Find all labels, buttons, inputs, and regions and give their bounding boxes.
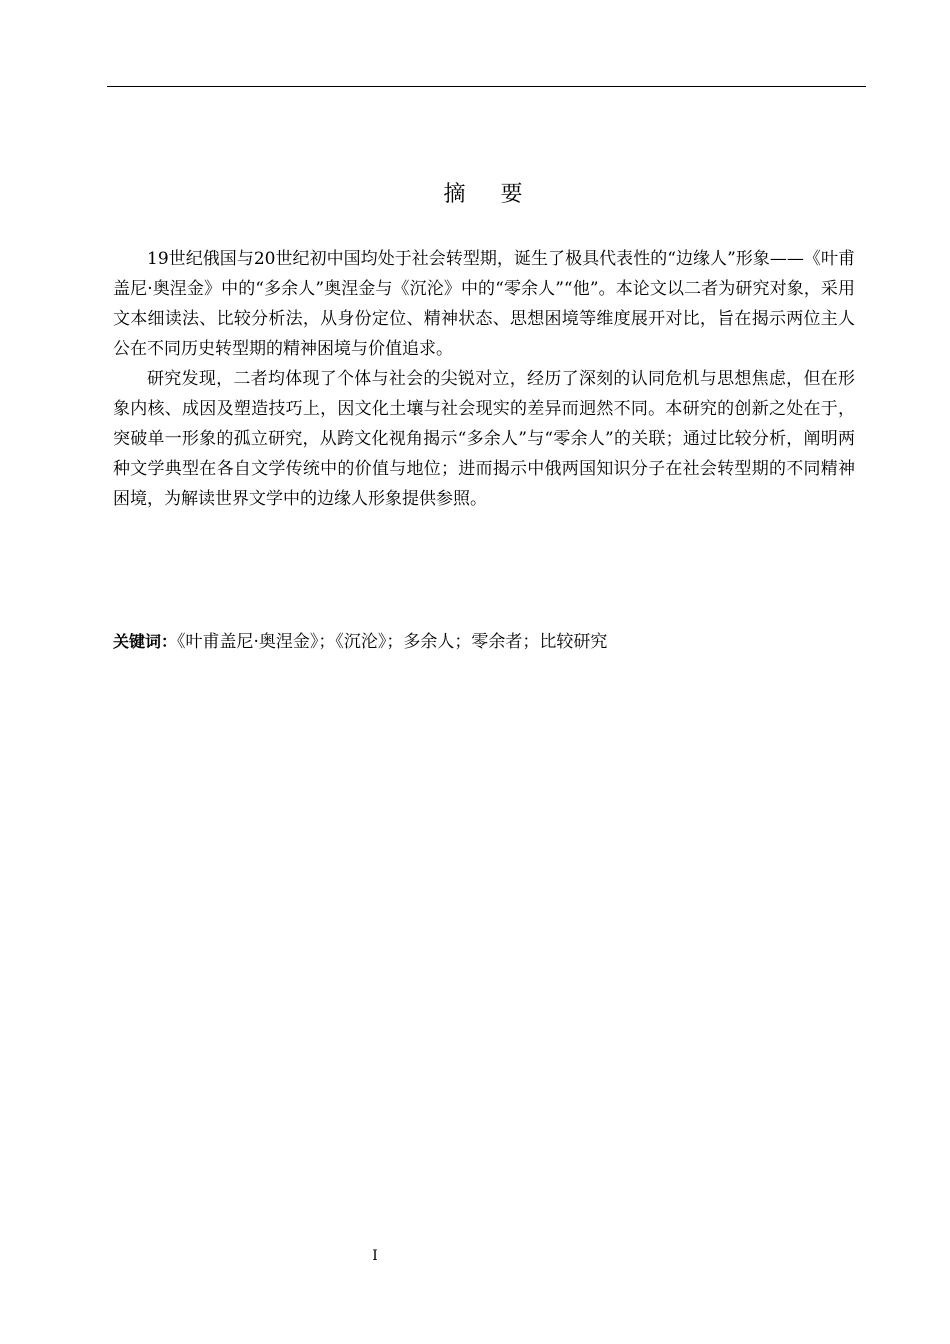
abstract-body xyxy=(113,244,855,514)
keywords-line xyxy=(113,627,855,657)
abstract-title: 摘 要 xyxy=(443,182,537,207)
keywords-text: 《叶甫盖尼·奥涅金》；《沉沦》；多余人；零余者；比较研究 xyxy=(177,632,608,652)
page-number: I xyxy=(372,1248,378,1264)
abstract-paragraph-2: 研究发现，二者均体现了个体与社会的尖锐对立，经历了深刻的认同危机与思想焦虑，但在形象内核、成因及塑造技巧上，因文化土壤与社会现实的差异而迥然不同。本研究的创新之处在于，突破单一形象的孤立研究，从跨文化视角揭示“多余人”与“零余人”的关联；通过比较分析，阐明两种文学典型在各自文学传统中的价值与地位；进而揭示中俄两国知识分子在社会转型期的不同精神困境，为解读世界文学中的边缘人形象提供参照。 xyxy=(113,369,855,509)
keywords-label: 关键词： xyxy=(113,632,178,651)
header-rule xyxy=(107,86,866,87)
abstract-paragraph-1: 19世纪俄国与20世纪初中国均处于社会转型期，诞生了极具代表性的“边缘人”形象——《叶甫盖尼·奥涅金》中的“多余人”奥涅金与《沉沦》中的“零余人”“他”。本论文以二者为研究对象，采用文本细读法、比较分析法，从身份定位、精神状态、思想困境等维度展开对比，旨在揭示两位主人公在不同历史转型期的精神困境与价值追求。 xyxy=(113,249,855,359)
